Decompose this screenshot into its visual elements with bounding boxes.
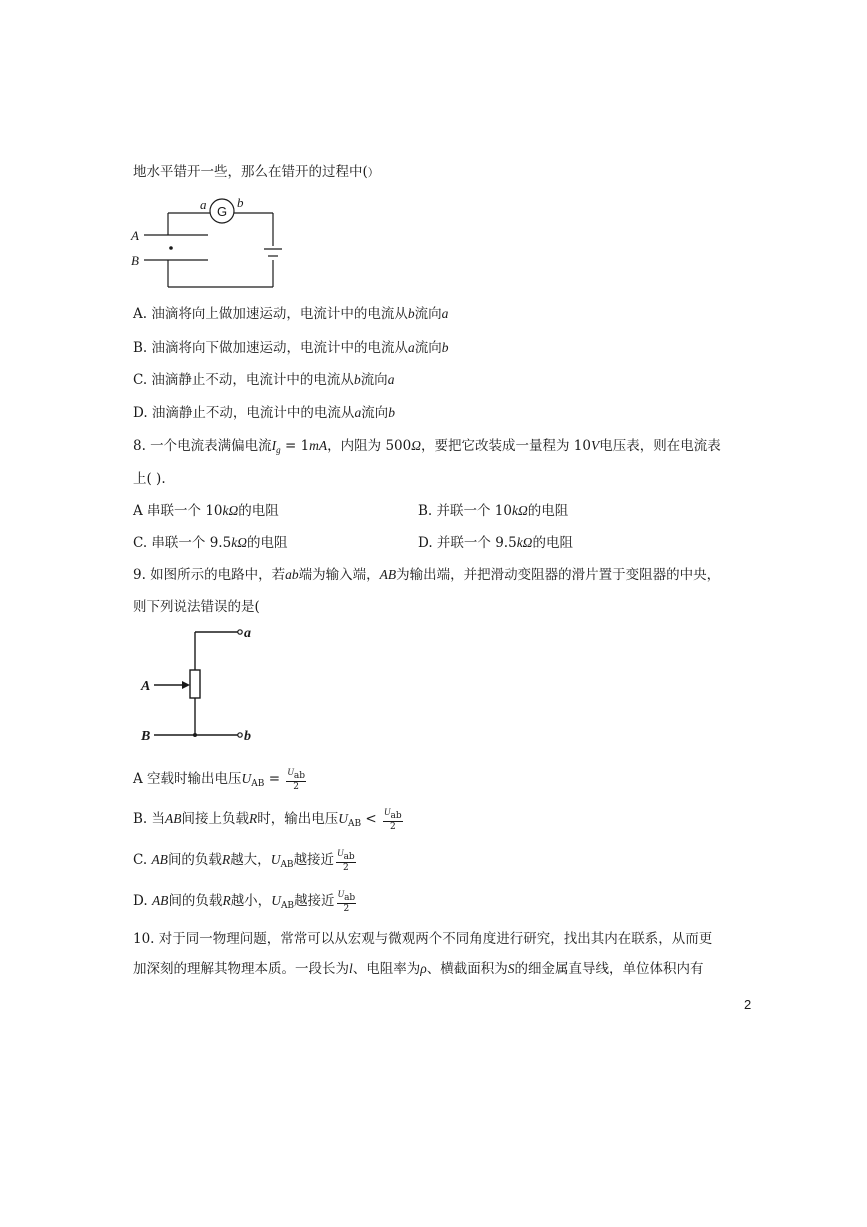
terminal-B-label: B xyxy=(141,729,151,744)
terminal-a-label: a xyxy=(244,626,251,641)
fraction: $\frac{U_{ab}}{2}$ xyxy=(337,889,356,914)
q9-option-d: D. AB间的负载R越小，$U_{AB}$越接近 $\frac{U_{ab}}{2}$ xyxy=(133,889,356,914)
q10-stem-line2: 加深刻的理解其物理本质。一段长为l、电阻率为ρ、横截面积为S的细金属直导线，单位体积内有 xyxy=(133,961,704,977)
label-b: b xyxy=(237,195,244,210)
q8-option-d: D. 并联一个 9.5kΩ的电阻 xyxy=(418,535,573,551)
q9-option-a: A 空载时输出电压$U_{AB}$ = $\frac{U_{ab}}{2}$ xyxy=(133,767,305,792)
q7-option-b: B. 油滴将向下做加速运动，电流计中的电流从a流向b xyxy=(133,340,449,356)
q9-divider-figure xyxy=(138,622,268,747)
q9-option-c: C. AB间的负载R越大，$U_{AB}$越接近 $\frac{U_{ab}}{2}$ xyxy=(133,848,355,873)
page-number: 2 xyxy=(744,997,752,1012)
q8-option-a: A 串联一个 10kΩ的电阻 xyxy=(133,503,279,519)
q7-stem-tail: 地水平错开一些，那么在错开的过程中(） xyxy=(133,164,379,180)
q7-option-a: A. 油滴将向上做加速运动，电流计中的电流从b流向a xyxy=(133,306,449,322)
terminal-A-label: A xyxy=(141,679,151,694)
q9-option-b: B. 当AB间接上负载R时，输出电压$U_{AB}$ < $\frac{U_{ab}}{2}$ xyxy=(133,807,402,832)
q7-circuit-figure xyxy=(128,194,298,294)
plate-B-label: B xyxy=(131,253,139,268)
q8-option-c: C. 串联一个 9.5kΩ的电阻 xyxy=(133,535,288,551)
q8-stem-line2: 上( ). xyxy=(133,471,166,487)
q10-stem-line1: 10. 对于同一物理问题，常常可以从宏观与微观两个不同角度进行研究，找出其内在联系，从而更 xyxy=(133,931,713,947)
fraction: $\frac{U_{ab}}{2}$ xyxy=(337,848,355,873)
oil-drop xyxy=(169,246,173,250)
fraction: $\frac{U_{ab}}{2}$ xyxy=(384,807,402,832)
q7-option-d: D. 油滴静止不动，电流计中的电流从a流向b xyxy=(133,405,395,421)
q8-stem-line1: 8. 一个电流表满偏电流$I_g = 1mA$，内阻为 500Ω，要把它改装成一量程为 10V电压表，则在电流表 xyxy=(133,438,721,455)
terminal-b-label: b xyxy=(244,729,251,744)
plate-A-label: A xyxy=(131,228,139,243)
label-a: a xyxy=(200,197,207,212)
q7-option-c: C. 油滴静止不动，电流计中的电流从b流向a xyxy=(133,372,395,388)
fraction: $\frac{U_{ab}}{2}$ xyxy=(287,767,305,792)
meter-label: G xyxy=(216,204,228,219)
q9-stem-line1: 9. 如图所示的电路中，若ab端为输入端，AB为输出端，并把滑动变阻器的滑片置于变阻器的中央， xyxy=(133,567,721,583)
q8-option-b: B. 并联一个 10kΩ的电阻 xyxy=(418,503,569,519)
q9-stem-line2: 则下列说法错误的是( xyxy=(133,599,260,615)
